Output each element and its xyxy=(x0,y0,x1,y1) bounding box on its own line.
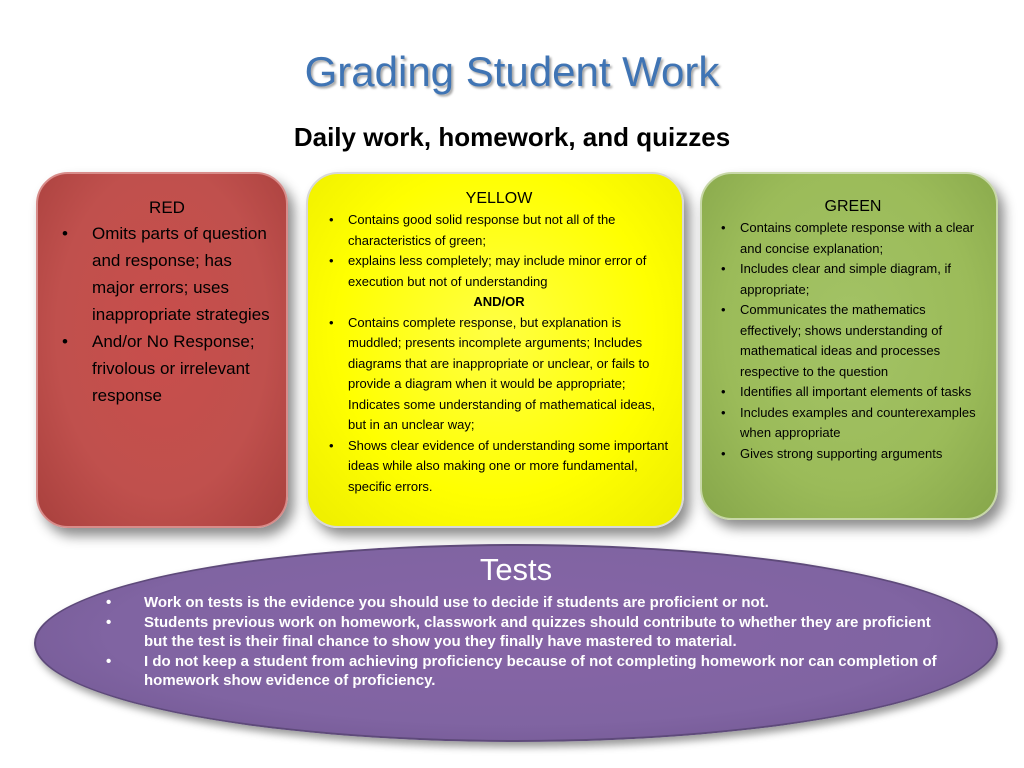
red-heading: RED xyxy=(149,198,185,217)
green-item: • Includes examples and counterexamples when appropriate xyxy=(718,403,988,444)
green-rubric-box xyxy=(700,172,998,520)
green-item: • Gives strong supporting arguments xyxy=(718,444,988,465)
green-item: • Contains complete response with a clear and concise explanation; xyxy=(718,218,988,259)
yellow-rubric-box xyxy=(306,172,684,528)
tests-list xyxy=(104,593,954,691)
yellow-list-before xyxy=(326,210,672,292)
tests-item: • I do not keep a student from achieving proficiency because of not completing homework nor can completion of homework show evidence of proficiency. xyxy=(104,652,954,690)
yellow-and-or-divider: AND/OR xyxy=(473,294,525,309)
green-item: • Includes clear and simple diagram, if appropriate; xyxy=(718,259,988,300)
red-list xyxy=(62,220,272,409)
tests-item: • Students previous work on homework, classwork and quizzes should contribute to whether they are proficient but the test is their final chance to show you they finally have mastered to material. xyxy=(104,613,954,651)
green-list xyxy=(718,218,988,464)
red-rubric-box xyxy=(36,172,288,528)
red-item: • And/or No Response; frivolous or irrelevant response xyxy=(62,328,272,409)
red-item: • Omits parts of question and response; has major errors; uses inappropriate strategies xyxy=(62,220,272,328)
green-item: • Communicates the mathematics effectively; shows understanding of mathematical ideas and processes respective to the question xyxy=(718,300,988,382)
yellow-item: • Shows clear evidence of understanding some important ideas while also making one or more fundamental, specific errors. xyxy=(326,436,672,498)
yellow-item: • Contains good solid response but not all of the characteristics of green; xyxy=(326,210,672,251)
green-item: • Identifies all important elements of tasks xyxy=(718,382,988,403)
yellow-item: • Contains complete response, but explanation is muddled; presents incomplete arguments; Includes diagrams that are inappropriate or unclear, or fails to provide a diagram when it would be appropriate; Indicates some understanding of mathematical ideas, but in an unclear way; xyxy=(326,313,672,436)
yellow-list-after xyxy=(326,313,672,498)
slide-title: Grading Student Work xyxy=(304,48,720,95)
yellow-item: • explains less completely; may include minor error of execution but not of understanding xyxy=(326,251,672,292)
tests-heading: Tests xyxy=(479,552,553,587)
slide-subtitle: Daily work, homework, and quizzes xyxy=(293,122,731,152)
tests-item: • Work on tests is the evidence you should use to decide if students are proficient or not. xyxy=(104,593,954,612)
tests-ellipse xyxy=(34,544,998,742)
green-heading: GREEN xyxy=(824,198,882,215)
yellow-heading: YELLOW xyxy=(465,190,533,207)
